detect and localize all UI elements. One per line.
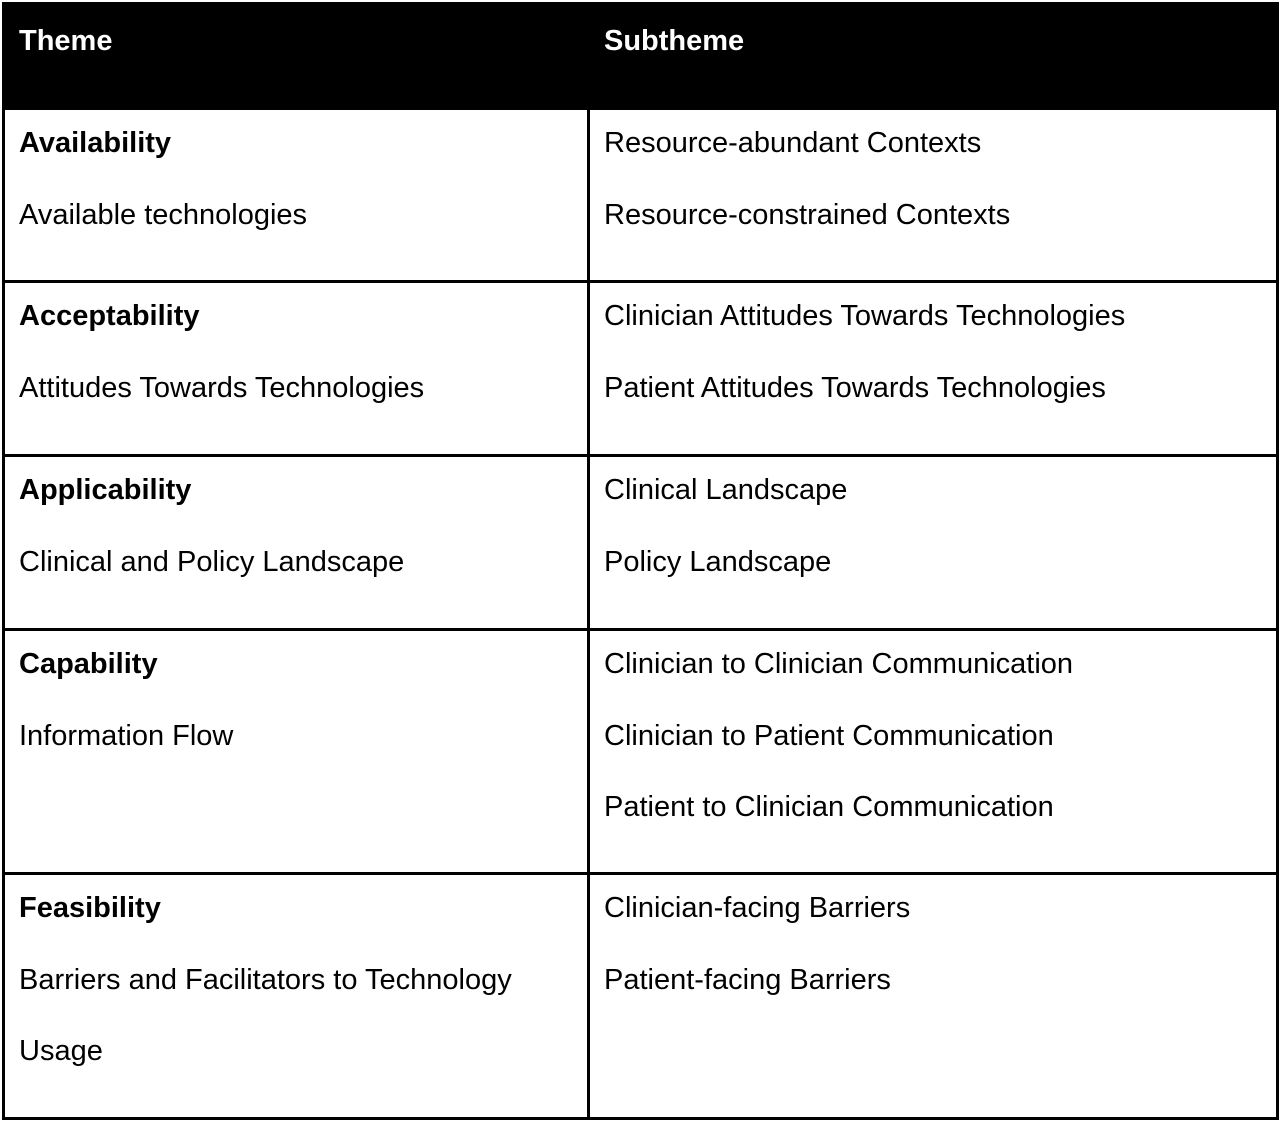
table-row-acceptability <box>4 282 1278 456</box>
subtheme-item: Patient Attitudes Towards Technologies <box>604 371 1106 404</box>
table-row-applicability <box>4 456 1278 630</box>
subtheme-cell <box>589 456 1278 630</box>
subtheme-item: Clinician-facing Barriers <box>604 892 911 924</box>
theme-title: Applicability <box>19 474 192 506</box>
header-row <box>4 4 1278 109</box>
themes-table <box>2 2 1279 1120</box>
theme-description-continued: Usage <box>19 1035 103 1067</box>
theme-header: Theme <box>4 4 589 109</box>
theme-cell <box>4 282 589 456</box>
subtheme-cell <box>589 630 1278 874</box>
theme-title: Feasibility <box>19 892 161 924</box>
subtheme-cell <box>589 282 1278 456</box>
subtheme-item: Clinical Landscape <box>604 474 848 506</box>
theme-cell <box>4 456 589 630</box>
subtheme-item: Patient to Clinician Communication <box>604 791 1054 823</box>
subtheme-item: Clinician Attitudes Towards Technologies <box>604 300 1126 332</box>
table-row-feasibility <box>4 874 1278 1119</box>
subtheme-item: Resource-abundant Contexts <box>604 127 982 159</box>
subtheme-item: Patient-facing Barriers <box>604 963 891 996</box>
table-row-availability <box>4 109 1278 282</box>
subtheme-header: Subtheme <box>589 4 1278 109</box>
subtheme-item: Policy Landscape <box>604 545 832 578</box>
subtheme-cell <box>589 109 1278 282</box>
table-row-capability <box>4 630 1278 874</box>
theme-title: Availability <box>19 127 172 159</box>
theme-description: Clinical and Policy Landscape <box>19 545 405 578</box>
theme-cell <box>4 874 589 1119</box>
subtheme-item: Clinician to Patient Communication <box>604 719 1054 752</box>
theme-title: Capability <box>19 648 158 680</box>
theme-cell <box>4 109 589 282</box>
theme-description: Information Flow <box>19 719 234 752</box>
theme-description: Barriers and Facilitators to Technology <box>19 963 512 996</box>
theme-description: Available technologies <box>19 198 308 231</box>
subtheme-item: Resource-constrained Contexts <box>604 198 1011 231</box>
theme-description: Attitudes Towards Technologies <box>19 371 425 404</box>
subtheme-item: Clinician to Clinician Communication <box>604 648 1074 680</box>
theme-cell <box>4 630 589 874</box>
theme-title: Acceptability <box>19 300 200 332</box>
subtheme-cell <box>589 874 1278 1119</box>
